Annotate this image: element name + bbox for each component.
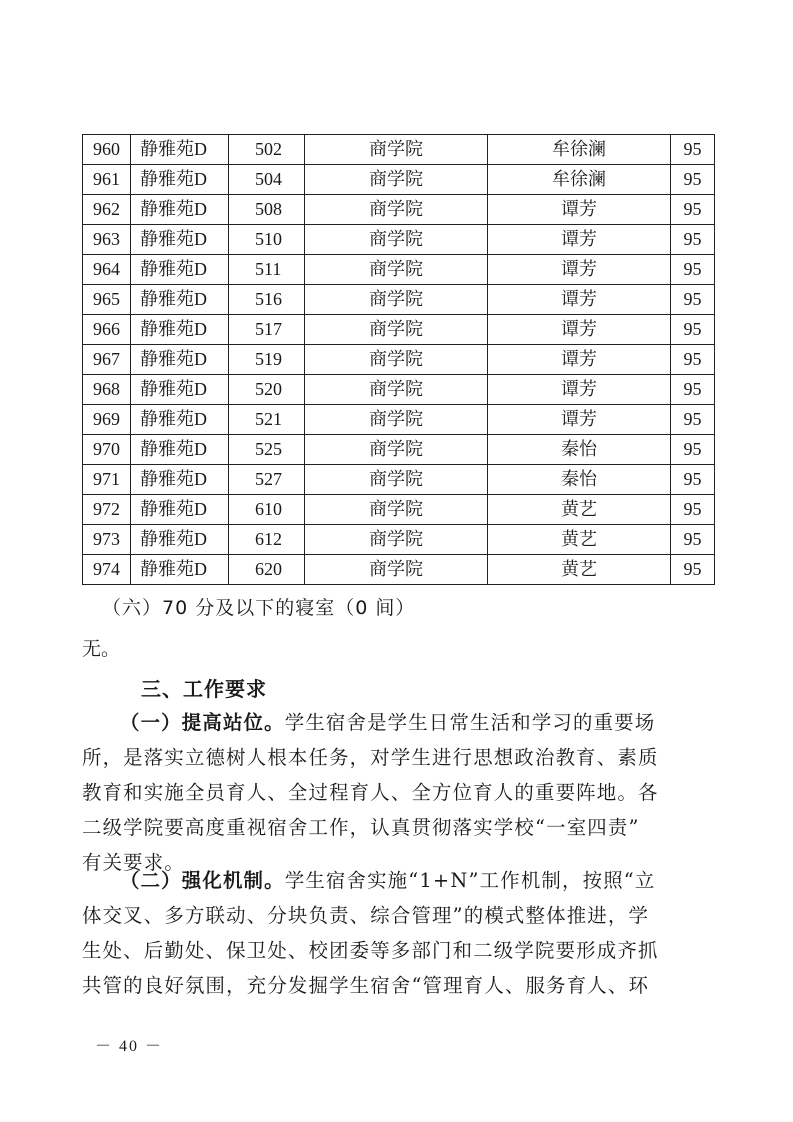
cell-number: 962 <box>83 195 131 225</box>
cell-score: 95 <box>671 225 715 255</box>
paragraph-lead: （一）提高站位。 <box>120 711 285 734</box>
cell-counselor: 谭芳 <box>488 225 671 255</box>
cell-college: 商学院 <box>305 465 488 495</box>
cell-room: 612 <box>229 525 305 555</box>
cell-counselor: 牟徐澜 <box>488 165 671 195</box>
table-row <box>83 285 715 315</box>
cell-score: 95 <box>671 255 715 285</box>
cell-counselor: 谭芳 <box>488 345 671 375</box>
cell-room: 521 <box>229 405 305 435</box>
subsection-heading: （六）70 分及以下的寝室（0 间） <box>102 597 416 619</box>
cell-room: 504 <box>229 165 305 195</box>
cell-college: 商学院 <box>305 195 488 225</box>
cell-number: 965 <box>83 285 131 315</box>
table-row <box>83 255 715 285</box>
cell-counselor: 谭芳 <box>488 255 671 285</box>
cell-college: 商学院 <box>305 345 488 375</box>
cell-building: 静雅苑D <box>131 405 229 435</box>
cell-room: 502 <box>229 135 305 165</box>
cell-score: 95 <box>671 345 715 375</box>
cell-room: 620 <box>229 555 305 585</box>
cell-counselor: 黄艺 <box>488 525 671 555</box>
cell-building: 静雅苑D <box>131 195 229 225</box>
table-row <box>83 525 715 555</box>
table-row <box>83 495 715 525</box>
paragraph-line: 有关要求。 <box>82 851 185 874</box>
section-title: 三、工作要求 <box>141 677 267 701</box>
cell-score: 95 <box>671 135 715 165</box>
table-row <box>83 165 715 195</box>
cell-room: 516 <box>229 285 305 315</box>
cell-building: 静雅苑D <box>131 375 229 405</box>
cell-college: 商学院 <box>305 135 488 165</box>
cell-number: 968 <box>83 375 131 405</box>
paragraph-lead: （二）强化机制。 <box>120 869 285 892</box>
cell-college: 商学院 <box>305 555 488 585</box>
cell-score: 95 <box>671 465 715 495</box>
table-row <box>83 375 715 405</box>
table-row <box>83 135 715 165</box>
table-body <box>83 135 715 585</box>
cell-number: 970 <box>83 435 131 465</box>
cell-score: 95 <box>671 525 715 555</box>
cell-room: 610 <box>229 495 305 525</box>
paragraph-line: 体交叉、多方联动、分块负责、综合管理”的模式整体推进，学 <box>82 904 650 927</box>
paragraph-strengthen-mechanism <box>82 863 714 1003</box>
table-row <box>83 195 715 225</box>
cell-number: 973 <box>83 525 131 555</box>
cell-building: 静雅苑D <box>131 435 229 465</box>
cell-room: 517 <box>229 315 305 345</box>
cell-room: 527 <box>229 465 305 495</box>
cell-number: 969 <box>83 405 131 435</box>
table-row <box>83 315 715 345</box>
cell-number: 967 <box>83 345 131 375</box>
cell-building: 静雅苑D <box>131 525 229 555</box>
cell-number: 971 <box>83 465 131 495</box>
paragraph-line: 所，是落实立德树人根本任务，对学生进行思想政治教育、素质 <box>82 746 659 769</box>
table-row <box>83 405 715 435</box>
table-row <box>83 225 715 255</box>
cell-room: 525 <box>229 435 305 465</box>
dormitory-score-table <box>82 134 715 585</box>
cell-number: 960 <box>83 135 131 165</box>
paragraph-line <box>82 863 714 898</box>
cell-score: 95 <box>671 405 715 435</box>
cell-building: 静雅苑D <box>131 465 229 495</box>
cell-college: 商学院 <box>305 285 488 315</box>
cell-building: 静雅苑D <box>131 285 229 315</box>
page-number: － 40 － <box>95 1038 164 1055</box>
paragraph-line: 生处、后勤处、保卫处、校团委等多部门和二级学院要形成齐抓 <box>82 939 659 962</box>
cell-number: 963 <box>83 225 131 255</box>
cell-college: 商学院 <box>305 315 488 345</box>
cell-college: 商学院 <box>305 525 488 555</box>
cell-score: 95 <box>671 195 715 225</box>
cell-room: 520 <box>229 375 305 405</box>
cell-counselor: 秦怡 <box>488 435 671 465</box>
table-row <box>83 345 715 375</box>
cell-building: 静雅苑D <box>131 135 229 165</box>
cell-score: 95 <box>671 435 715 465</box>
cell-number: 972 <box>83 495 131 525</box>
paragraph-text: 学生宿舍实施“1+N”工作机制，按照“立 <box>284 869 656 892</box>
cell-counselor: 谭芳 <box>488 375 671 405</box>
cell-score: 95 <box>671 555 715 585</box>
cell-score: 95 <box>671 165 715 195</box>
cell-counselor: 黄艺 <box>488 555 671 585</box>
cell-college: 商学院 <box>305 405 488 435</box>
cell-building: 静雅苑D <box>131 165 229 195</box>
cell-score: 95 <box>671 375 715 405</box>
cell-counselor: 谭芳 <box>488 315 671 345</box>
cell-building: 静雅苑D <box>131 555 229 585</box>
table-row <box>83 555 715 585</box>
cell-room: 508 <box>229 195 305 225</box>
cell-counselor: 秦怡 <box>488 465 671 495</box>
paragraph-line <box>82 705 714 740</box>
cell-college: 商学院 <box>305 255 488 285</box>
paragraph-line: 二级学院要高度重视宿舍工作，认真贯彻落实学校“一室四责” <box>82 816 640 839</box>
cell-building: 静雅苑D <box>131 255 229 285</box>
cell-building: 静雅苑D <box>131 315 229 345</box>
paragraph-line: 教育和实施全员育人、全过程育人、全方位育人的重要阵地。各 <box>82 781 659 804</box>
paragraph-text: 学生宿舍是学生日常生活和学习的重要场 <box>284 711 656 734</box>
paragraph-line: 共管的良好氛围，充分发掘学生宿舍“管理育人、服务育人、环 <box>82 974 650 997</box>
cell-room: 519 <box>229 345 305 375</box>
cell-number: 961 <box>83 165 131 195</box>
cell-counselor: 谭芳 <box>488 405 671 435</box>
cell-college: 商学院 <box>305 225 488 255</box>
table-row <box>83 465 715 495</box>
cell-building: 静雅苑D <box>131 345 229 375</box>
cell-college: 商学院 <box>305 375 488 405</box>
cell-number: 964 <box>83 255 131 285</box>
cell-college: 商学院 <box>305 495 488 525</box>
paragraph-raise-standing <box>82 705 714 880</box>
cell-score: 95 <box>671 315 715 345</box>
cell-building: 静雅苑D <box>131 495 229 525</box>
cell-score: 95 <box>671 495 715 525</box>
cell-number: 966 <box>83 315 131 345</box>
cell-counselor: 谭芳 <box>488 195 671 225</box>
cell-counselor: 谭芳 <box>488 285 671 315</box>
cell-room: 511 <box>229 255 305 285</box>
cell-building: 静雅苑D <box>131 225 229 255</box>
table-row <box>83 435 715 465</box>
cell-score: 95 <box>671 285 715 315</box>
cell-college: 商学院 <box>305 165 488 195</box>
cell-counselor: 牟徐澜 <box>488 135 671 165</box>
cell-room: 510 <box>229 225 305 255</box>
cell-counselor: 黄艺 <box>488 495 671 525</box>
cell-number: 974 <box>83 555 131 585</box>
none-text: 无。 <box>82 638 121 660</box>
cell-college: 商学院 <box>305 435 488 465</box>
